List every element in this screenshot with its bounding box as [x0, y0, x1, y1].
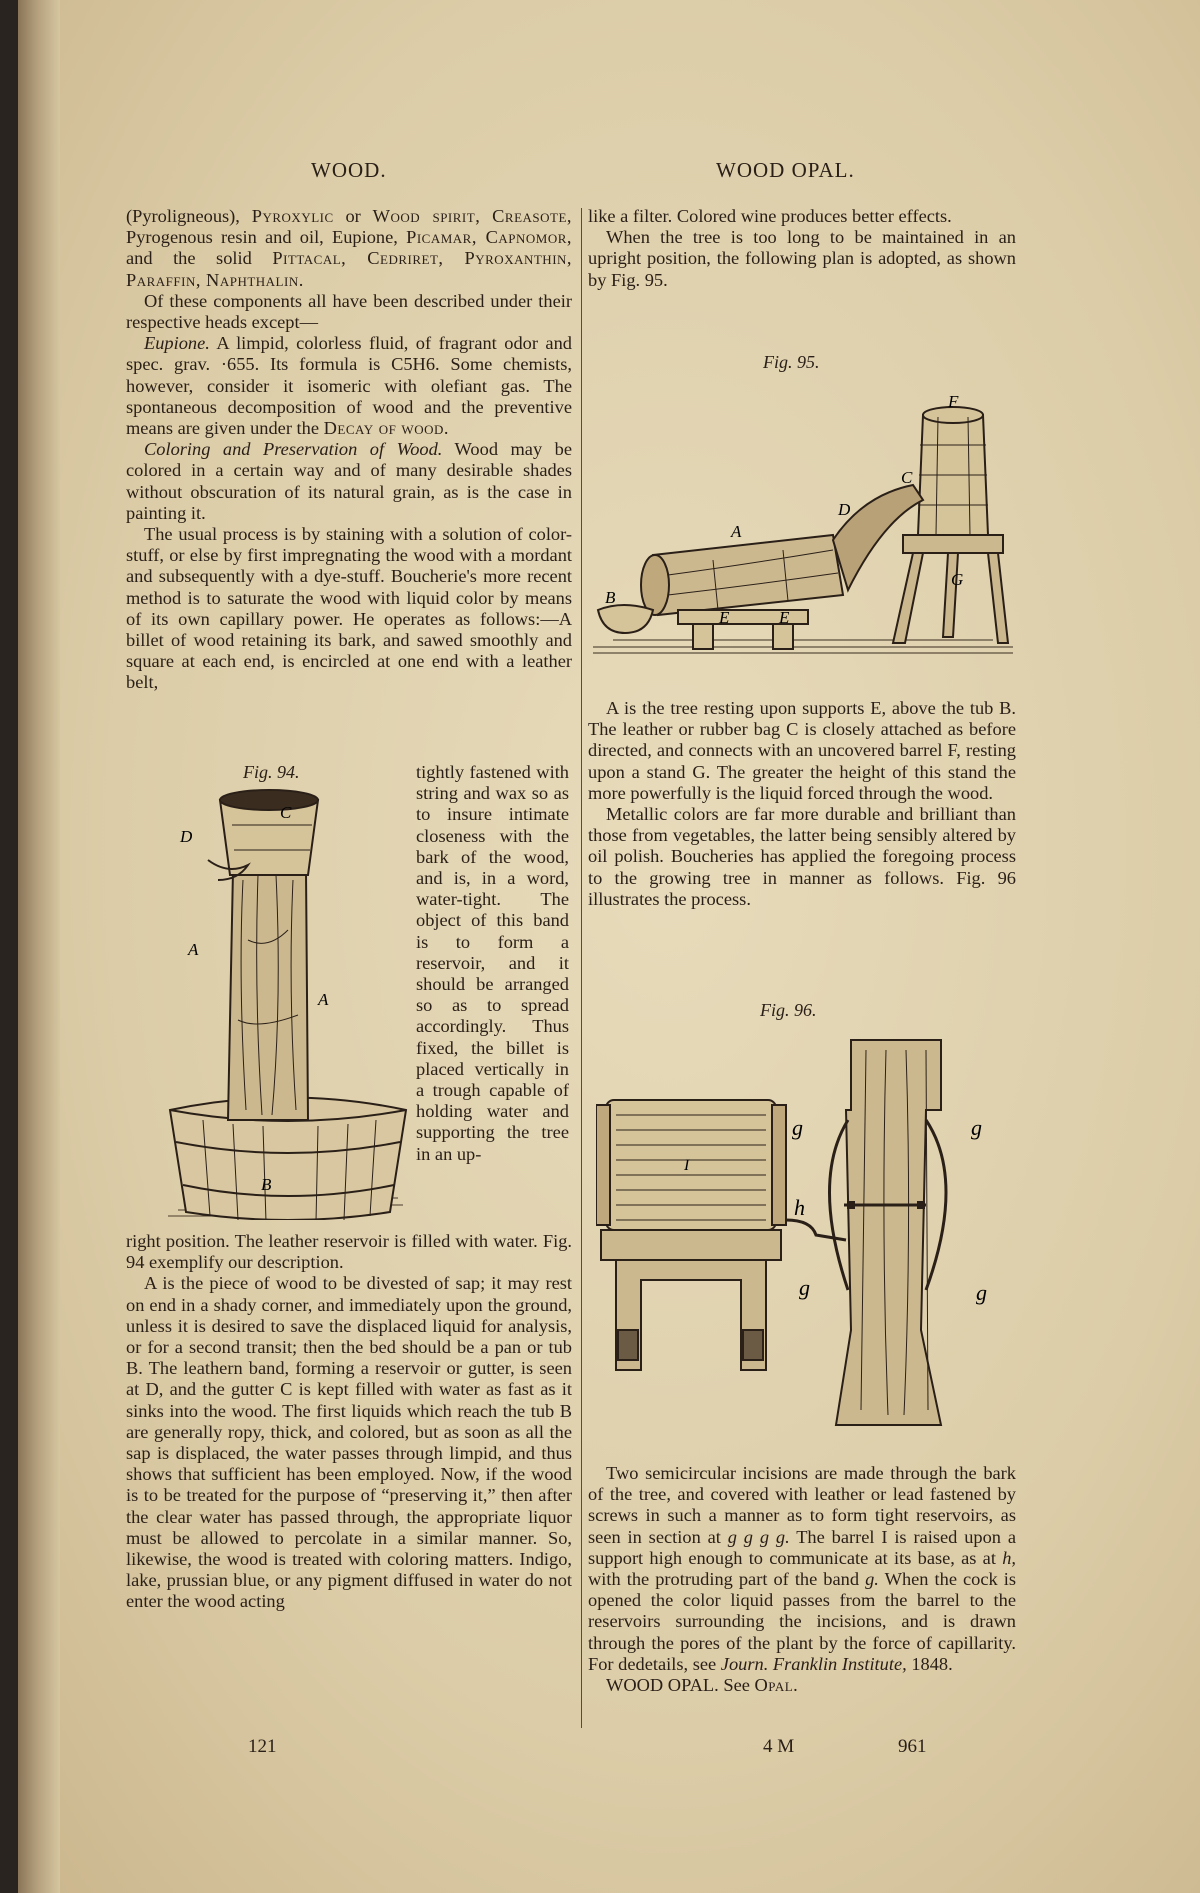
- fig94-label-a-left: A: [188, 940, 199, 959]
- paragraph-upright: right position. The leather reservoir is filled with water. Fig. 94 exemplify our description.: [126, 1231, 572, 1273]
- left-column-top: [126, 206, 572, 694]
- paragraph-filter: like a filter. Colored wine produces better effects.: [588, 206, 952, 226]
- trunk-drawing: [208, 790, 318, 1120]
- fig96-label-g-bottom-left: g: [799, 1275, 810, 1300]
- text-span: and the solid: [126, 248, 252, 269]
- right-column-top: [588, 206, 1016, 291]
- fig95-label-a: A: [731, 522, 742, 541]
- paragraph-process: The usual process is by staining with a solution of color-stuff, or else by first impregnating the wood with a mordant and subsequently with a dye-stuff. Boucherie's more recent method is to saturate the wood with liquid color by means of its own capillary power. He operates as follows:—A billet of wood retaining its bark, and sawed smoothly and square at each end, is encircled at one end with a leather belt,: [126, 524, 572, 693]
- ref-decay-of-wood: Decay of wood.: [323, 418, 449, 439]
- fig96-illustration: [596, 1030, 1016, 1430]
- ref-g: g.: [865, 1569, 879, 1590]
- text-span: Two semicircular incisions are made through the bark of the tree, and covered with leather or lead fastened by screws in such a manner as to form tight reservoirs, as seen in section at: [588, 1463, 1016, 1547]
- fig94-illustration: [158, 780, 408, 1220]
- paragraph-components: [126, 206, 572, 291]
- stand-g-drawing: [893, 535, 1008, 643]
- term-picamar: Picamar, Capnomor,: [406, 227, 573, 248]
- term-wood-spirit: Wood spirit,: [372, 206, 481, 226]
- text-span: or: [345, 206, 361, 226]
- term-pyroxylic: Pyroxylic: [251, 206, 334, 226]
- fig94-label-d: D: [180, 827, 193, 846]
- fig95-label-e-left: E: [719, 608, 730, 627]
- paragraph-piece-of-wood: A is the piece of wood to be divested of sap; it may rest on end in a shady corner, and immediately upon the ground, unless it is desired to save the displaced liquid for analysis, or for a second transit; then the bed should be a pan or tub B. The leathern band, forming a reservoir or gutter, is seen at D, and the gutter C is kept filled with water as fast as it sinks into the wood. The first liquids which reach the tub B are generally ropy, thick, and colored, but as soon as all the sap is displaced, the water passes through limpid, and thus shows that sufficient has been employed. Now, if the wood is to be treated for the purpose of “preserving it,” then after the clear water has passed through, the appropriate liquor must be allowed to percolate in a similar manner. So, likewise, the wood is treated with coloring matters. Indigo, lake, prussian blue, or any pigment diffused in water do not enter the wood acting: [126, 1273, 572, 1612]
- ref-h: h,: [1002, 1547, 1016, 1568]
- fig95-label-e-right: E: [779, 608, 790, 627]
- text-span: A limpid, colorless fluid, of fragrant odor and spec. grav. ·655. Its formula is C5H6. Some chemists, however, consider it isomeric with olefiant gas. The spontaneous decomposition of wood and the preventive means are given under the: [126, 333, 572, 439]
- barrel-i-drawing: [596, 1100, 786, 1230]
- fig94-label-c: C: [280, 803, 292, 822]
- growing-tree-drawing: [830, 1040, 947, 1425]
- text-span: Pyrogenous resin and oil, Eupione,: [126, 227, 398, 248]
- fig94-label-b: B: [261, 1175, 272, 1194]
- running-head-right: WOOD OPAL.: [716, 158, 855, 182]
- paragraph-incisions: [588, 1463, 1016, 1675]
- term-pittacal: Pittacal, Cedriret, Pyroxanthin, Paraffin, Naphthalin.: [126, 248, 573, 290]
- fig96-label-i: I: [684, 1157, 690, 1174]
- paragraph-coloring: [126, 439, 572, 524]
- fig95-illustration: [593, 375, 1013, 665]
- text-span: (Pyroligneous),: [126, 206, 240, 226]
- tub-b-drawing: [598, 605, 653, 633]
- page-number: 961: [898, 1736, 927, 1757]
- log-a-drawing: [641, 485, 923, 615]
- ref-opal: Opal.: [754, 1675, 799, 1696]
- fig96-caption: Fig. 96.: [760, 1000, 817, 1020]
- fig95-label-c: C: [901, 468, 913, 487]
- barrel-support-drawing: [601, 1230, 781, 1370]
- fig94-label-a-right: A: [318, 990, 329, 1009]
- fig96-label-g-top-right: g: [971, 1115, 982, 1140]
- paragraph-described: Of these components all have been described under their respective heads except—: [126, 290, 572, 333]
- fig95-label-g: G: [951, 570, 964, 589]
- paragraph-eupione: [126, 333, 572, 439]
- pipe-h-drawing: [786, 1220, 846, 1240]
- fig95-label-d: D: [838, 500, 851, 519]
- text-span: See: [723, 1675, 750, 1696]
- left-column-bottom: [126, 1231, 572, 1613]
- fig95-caption: Fig. 95.: [763, 352, 820, 372]
- fig96-label-h: h: [794, 1195, 805, 1220]
- right-column-middle: [588, 698, 1016, 910]
- text-span: When the cock is opened the color liquid passes from the barrel to the reservoirs surrounding the incisions, and is drawn through the pores of the plant by the force of capillarity. For dedetails, see: [588, 1569, 1017, 1674]
- ref-gggg: g g g g.: [727, 1526, 790, 1547]
- paragraph-wrapped: tightly fastened with string and wax so as to insure intimate closeness with the bark of the wood, and is, in a word, water-tight. The object of this band is to form a reservoir, and it should be arranged so as to spread accordingly. Thus fixed, the billet is placed vertically in a trough capable of holding water and supporting the tree in an up-: [416, 762, 569, 1164]
- ref-journal: Journ. Franklin Institute,: [720, 1653, 907, 1674]
- footer-signature-center: 4 M: [763, 1736, 795, 1757]
- term-eupione: Eupione.: [144, 333, 210, 354]
- fig96-label-g-top-left: g: [792, 1115, 803, 1140]
- running-head-left: WOOD.: [311, 158, 387, 182]
- term-creasote: Creasote,: [492, 206, 573, 226]
- fig94-wrapped-text: [416, 762, 569, 1165]
- book-spine-shadow: [18, 0, 60, 1893]
- column-divider: [581, 208, 582, 1728]
- paragraph-tree-resting: A is the tree resting upon supports E, above the tub B. The leather or rubber bag C is closely attached as before directed, and connects with an uncovered barrel F, resting upon a stand G. The greater the height of this stand the more powerfully is the liquid forced through the wood.: [588, 698, 1016, 803]
- barrel-f-drawing: [918, 407, 988, 535]
- entry-wood-opal: WOOD OPAL.: [606, 1675, 719, 1696]
- text-span: The barrel I is raised upon a support high enough to communicate at its base, as at: [588, 1526, 1016, 1568]
- paragraph-too-long: When the tree is too long to be maintained in an upright position, the following plan is adopted, as shown by Fig. 95.: [588, 227, 1016, 290]
- fig96-label-g-bottom-right: g: [976, 1280, 987, 1305]
- text-span: with the protruding part of the band: [588, 1569, 860, 1590]
- text-span: 1848.: [911, 1653, 953, 1674]
- ground-lines: [593, 640, 1013, 653]
- fig95-label-f: F: [948, 392, 959, 411]
- term-coloring: Coloring and Preservation of Wood.: [144, 439, 443, 460]
- fig95-label-b: B: [605, 588, 616, 607]
- fig94-caption: Fig. 94.: [243, 762, 300, 782]
- paragraph-wood-opal: [588, 1675, 1016, 1696]
- book-page: [18, 0, 1200, 1893]
- paragraph-metallic: Metallic colors are far more durable and brilliant than those from vegetables, the latter being sensibly altered by oil polish. Boucheries has applied the foregoing process to the growing tree in manner as follows. Fig. 96 illustrates the process.: [588, 804, 1016, 909]
- footer-signature-left: 121: [248, 1736, 277, 1757]
- right-column-bottom: [588, 1463, 1016, 1696]
- text-span: Wood may be colored in a certain way and of many desirable shades without obscuration of its natural grain, as is the case in painting it.: [126, 439, 573, 523]
